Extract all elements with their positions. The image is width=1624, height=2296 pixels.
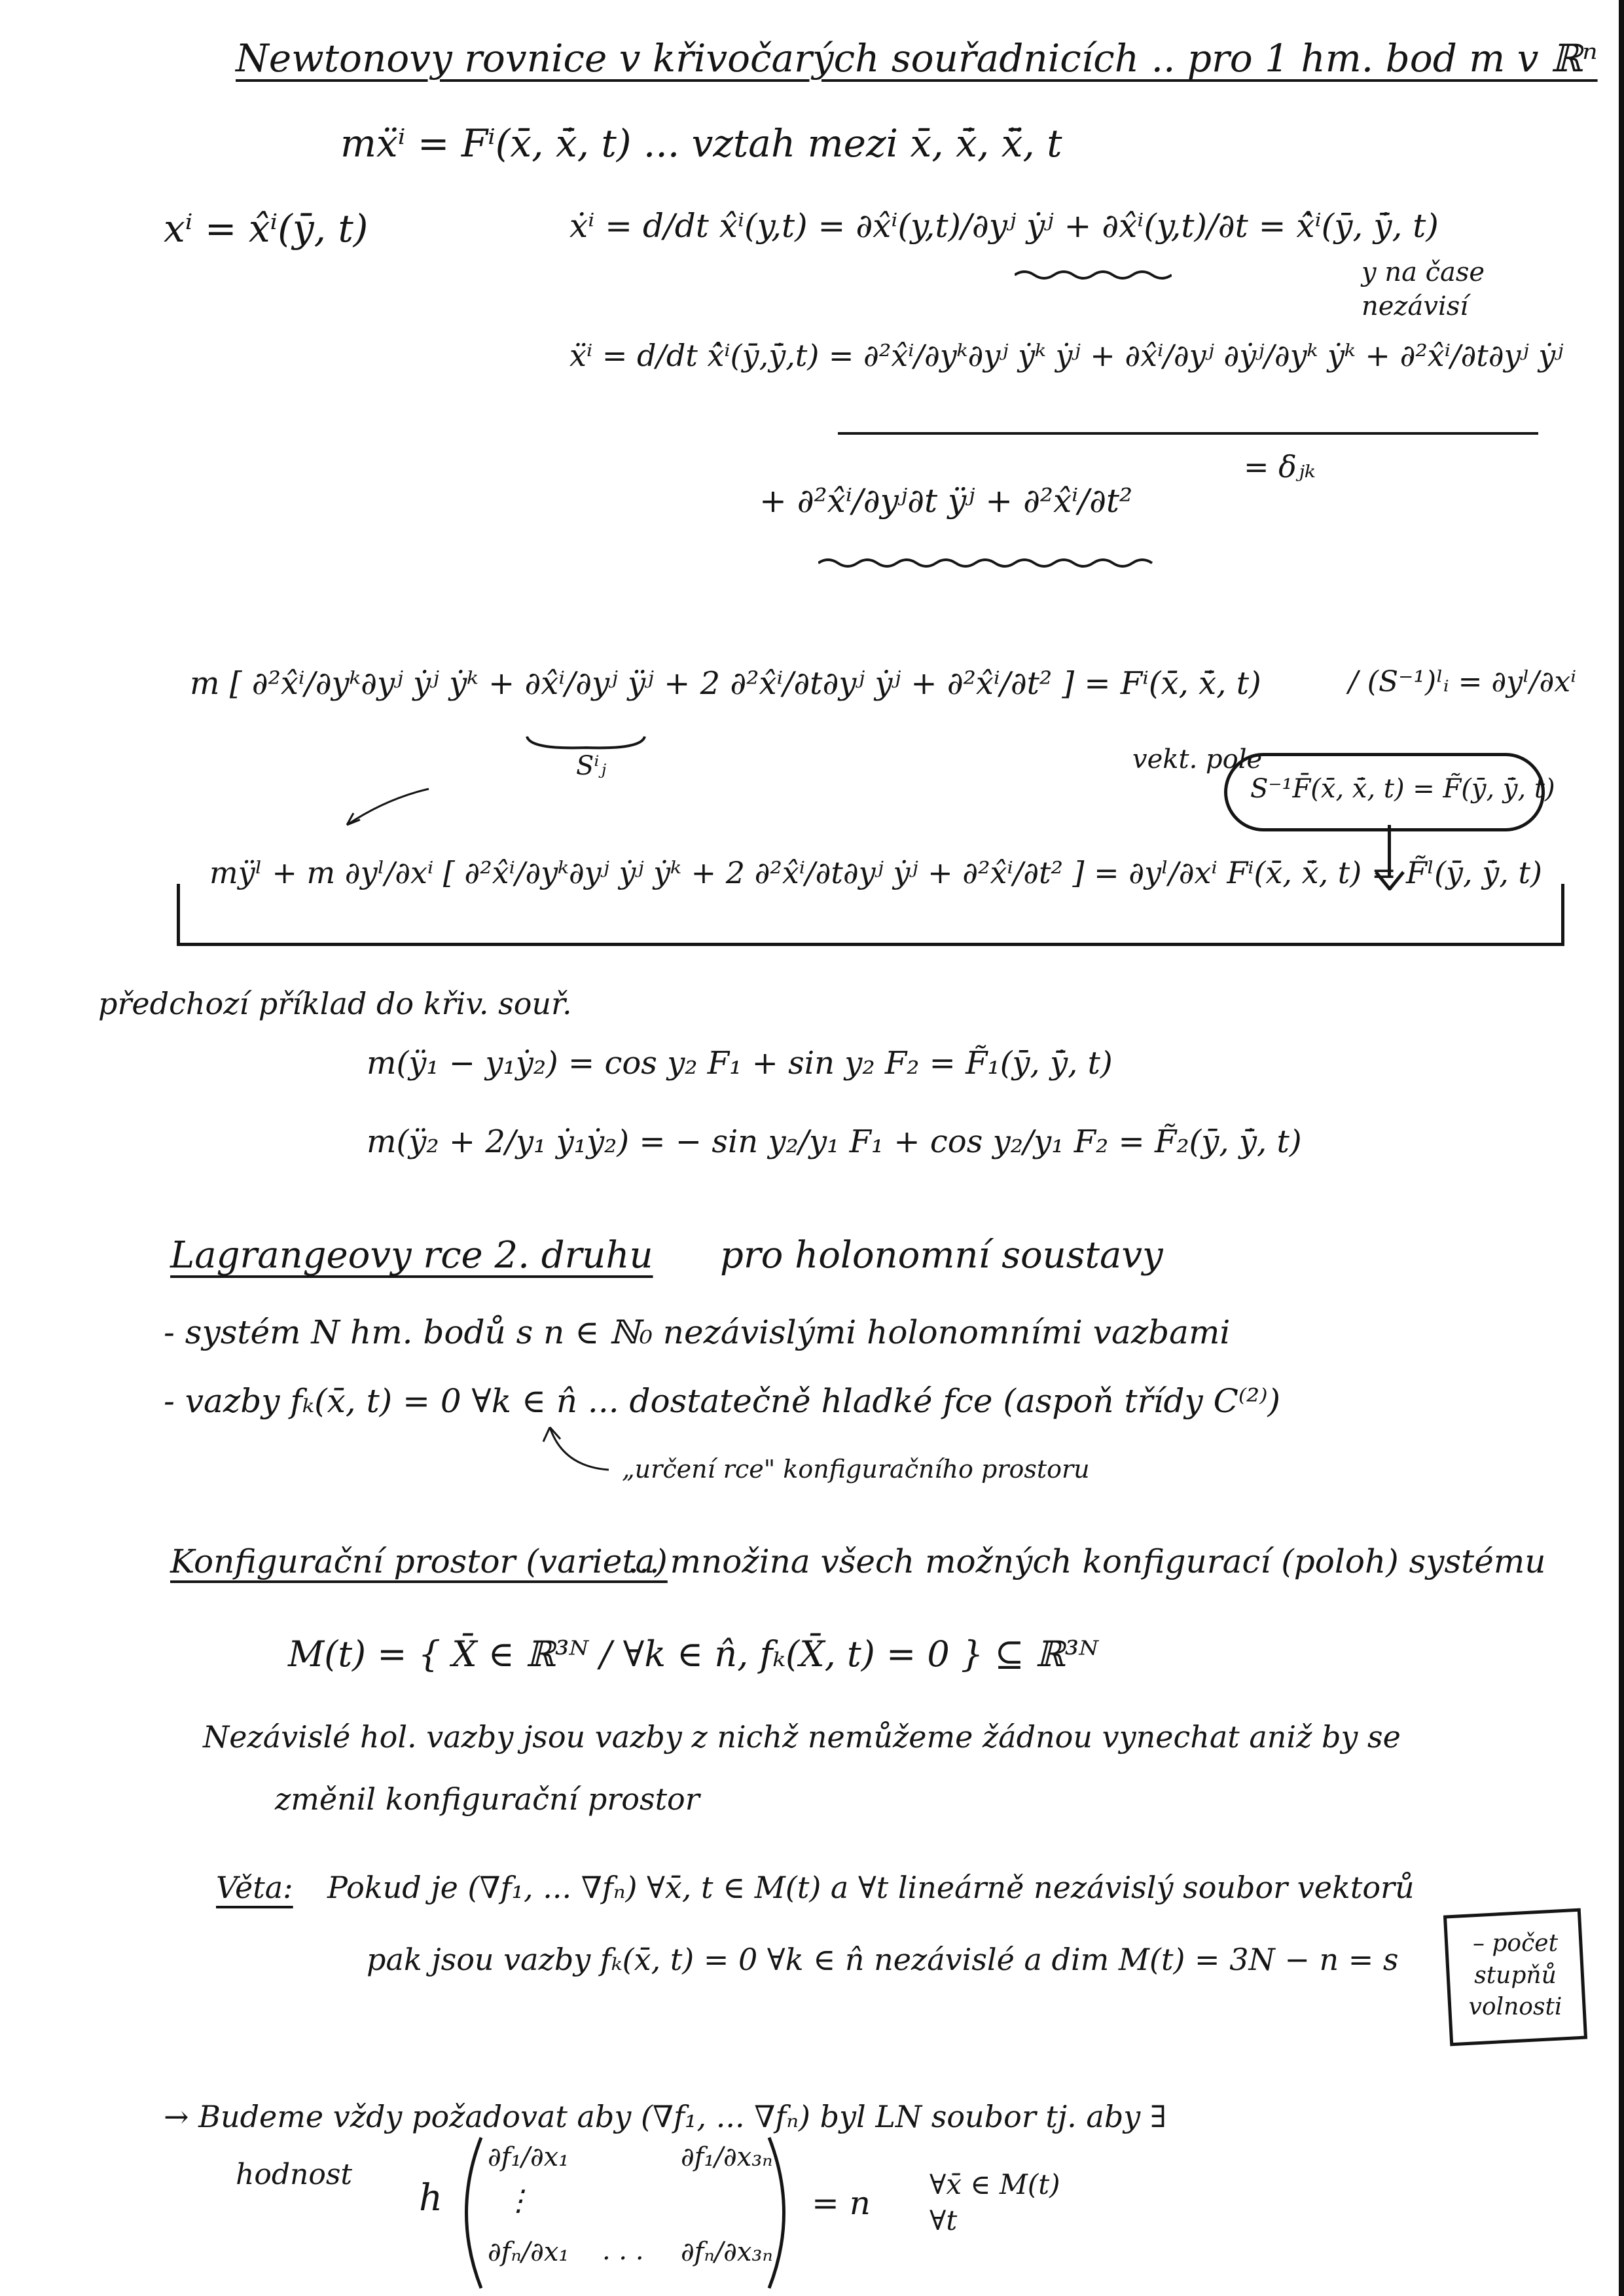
equation-velocity: ẋⁱ = d/dt x̂ⁱ(y,t) = ∂x̂ⁱ(y,t)/∂yʲ ẏʲ + ∂x̂ⁱ(y,t)/∂t = ẋ̂ⁱ(ȳ, ẏ̄, t) bbox=[569, 207, 1439, 245]
config-space-equation: M(t) = { X̄ ∈ ℝ³ᴺ / ∀k ∈ n̂, fₖ(X̄, t) = 0 } ⊆ ℝ³ᴺ bbox=[288, 1633, 1099, 1675]
example-equation-2: m(ÿ₂ + 2/y₁ ẏ₁ẏ₂) = − sin y₂/y₁ F₁ + cos y₂/y₁ F₂ = F̃₂(ȳ, ẏ̄, t) bbox=[367, 1123, 1302, 1160]
brace-under-sij bbox=[524, 733, 648, 753]
equation-sij-label: Sⁱⱼ bbox=[576, 751, 607, 781]
rank-symbol: h bbox=[419, 2177, 443, 2219]
wavy-underline-acceleration bbox=[818, 556, 1159, 570]
equation-inverse-jacobian: / (S⁻¹)ˡᵢ = ∂yˡ/∂xⁱ bbox=[1348, 665, 1577, 699]
matrix-right-paren bbox=[766, 2134, 799, 2291]
rank-label: hodnost bbox=[236, 2158, 353, 2191]
matrix-vertical-dots: ⋮ bbox=[504, 2184, 533, 2217]
example-equation-1: m(ÿ₁ − y₁ẏ₂) = cos y₂ F₁ + sin y₂ F₂ = F̃₁(ȳ, ẏ̄, t) bbox=[367, 1045, 1113, 1082]
equation-acceleration-a: ẍⁱ = d/dt ẋ̂ⁱ(ȳ,ẏ̄,t) = ∂²x̂ⁱ/∂yᵏ∂yʲ ẏᵏ ẏʲ + ∂x̂ⁱ/∂yʲ ∂ẏʲ/∂yᵏ ẏᵏ + ∂²x̂ⁱ/∂t∂yʲ ẏʲ bbox=[569, 338, 1564, 373]
equation-force-transform: S⁻¹F̄(x̄, ẋ̄, t) = F̃(ȳ, ẏ̄, t) bbox=[1250, 774, 1555, 804]
constraint-note-arrow bbox=[537, 1421, 615, 1473]
section-heading-newton: Newtonovy rovnice v křivočarých souřadnicích .. pro 1 hm. bod m v ℝⁿ bbox=[236, 36, 1598, 81]
constraints-description: - vazby fₖ(x̄, t) = 0 ∀k ∈ n̂ ... dostatečně hladké fce (aspoň třídy C⁽²⁾) bbox=[164, 1382, 1281, 1420]
final-frame-bottom bbox=[177, 943, 1564, 946]
independent-constraints-definition-1: Nezávislé hol. vazby jsou vazby z nichž nemůžeme žádnou vynechat aniž by se bbox=[203, 1719, 1401, 1755]
final-frame-right bbox=[1561, 884, 1564, 946]
constraints-note: „určení rce" konfiguračního prostoru bbox=[622, 1455, 1090, 1484]
config-space-label: Konfigurační prostor (varieta) bbox=[170, 1542, 668, 1580]
matrix-top-left: ∂f₁/∂x₁ bbox=[488, 2142, 569, 2172]
note-vector-field: vekt. pole bbox=[1132, 744, 1263, 774]
section-heading-lagrange-suffix: pro holonomní soustavy bbox=[720, 1234, 1163, 1277]
rank-equals-n: = n bbox=[812, 2184, 871, 2222]
theorem-line-1: Pokud je (∇f₁, ... ∇fₙ) ∀x̄, t ∈ M(t) a ∀t lineárně nezávislý soubor vektorů bbox=[327, 1870, 1415, 1905]
theorem-label: Věta: bbox=[216, 1870, 293, 1905]
conclusion-line: → Budeme vždy požadovat aby (∇f₁, ... ∇fₙ) byl LN soubor tj. aby ∃ bbox=[164, 2099, 1166, 2134]
matrix-top-right: ∂f₁/∂x₃ₙ bbox=[681, 2142, 773, 2172]
rank-quantifier: ∀x̄ ∈ M(t) ∀t bbox=[929, 2168, 1060, 2236]
dof-note: – počet stupňů volnosti bbox=[1468, 1930, 1562, 2021]
matrix-bottom-left: ∂fₙ/∂x₁ bbox=[488, 2237, 569, 2267]
equation-delta-jk: = δⱼₖ bbox=[1244, 449, 1316, 484]
equation-transform: xⁱ = x̂ⁱ(ȳ, t) bbox=[164, 206, 369, 251]
example-title: předchozí příklad do křiv. souř. bbox=[98, 986, 572, 1021]
equation-motion: m [ ∂²x̂ⁱ/∂yᵏ∂yʲ ẏʲ ẏᵏ + ∂x̂ⁱ/∂yʲ ÿʲ + 2 ∂²x̂ⁱ/∂t∂yʲ ẏʲ + ∂²x̂ⁱ/∂t² ] = Fⁱ(x̄, ẋ̄, t) bbox=[190, 665, 1261, 702]
scan-right-edge-line bbox=[1619, 0, 1624, 2296]
matrix-left-paren bbox=[452, 2134, 484, 2291]
matrix-bottom-right: ∂fₙ/∂x₃ₙ bbox=[681, 2237, 773, 2267]
config-space-definition: ... množina všech možných konfigurací (poloh) systému bbox=[628, 1542, 1546, 1580]
note-y-time-independent: y na čase nezávisí bbox=[1362, 257, 1485, 321]
system-description: - systém N hm. bodů s n ∈ ℕ₀ nezávislými holonomními vazbami bbox=[164, 1313, 1231, 1351]
equation-final: mÿˡ + m ∂yˡ/∂xⁱ [ ∂²x̂ⁱ/∂yᵏ∂yʲ ẏʲ ẏᵏ + 2 ∂²x̂ⁱ/∂t∂yʲ ẏʲ + ∂²x̂ⁱ/∂t² ] = ∂yˡ/∂xⁱ Fⁱ(x̄, ẋ̄, t) = F̃ˡ(ȳ, ẏ̄, t) bbox=[209, 855, 1542, 890]
section-heading-lagrange: Lagrangeovy rce 2. druhu bbox=[170, 1234, 653, 1277]
equation-acceleration-b: + ∂²x̂ⁱ/∂yʲ∂t ÿʲ + ∂²x̂ⁱ/∂t² bbox=[759, 482, 1133, 520]
wavy-underline-velocity bbox=[1015, 268, 1172, 282]
final-frame-left bbox=[177, 884, 180, 946]
theorem-line-2: pak jsou vazby fₖ(x̄, t) = 0 ∀k ∈ n̂ nezávislé a dim M(t) = 3N − n = s bbox=[367, 1942, 1399, 1977]
equation-newton: mẍⁱ = Fⁱ(x̄, ẋ̄, t) ... vztah mezi x̄, ẋ̄, ẍ̄, t bbox=[340, 121, 1062, 166]
curved-pointer bbox=[340, 786, 432, 831]
acceleration-underline bbox=[838, 432, 1538, 435]
matrix-horizontal-dots: · · · bbox=[602, 2244, 644, 2274]
independent-constraints-definition-2: změnil konfigurační prostor bbox=[275, 1781, 700, 1817]
